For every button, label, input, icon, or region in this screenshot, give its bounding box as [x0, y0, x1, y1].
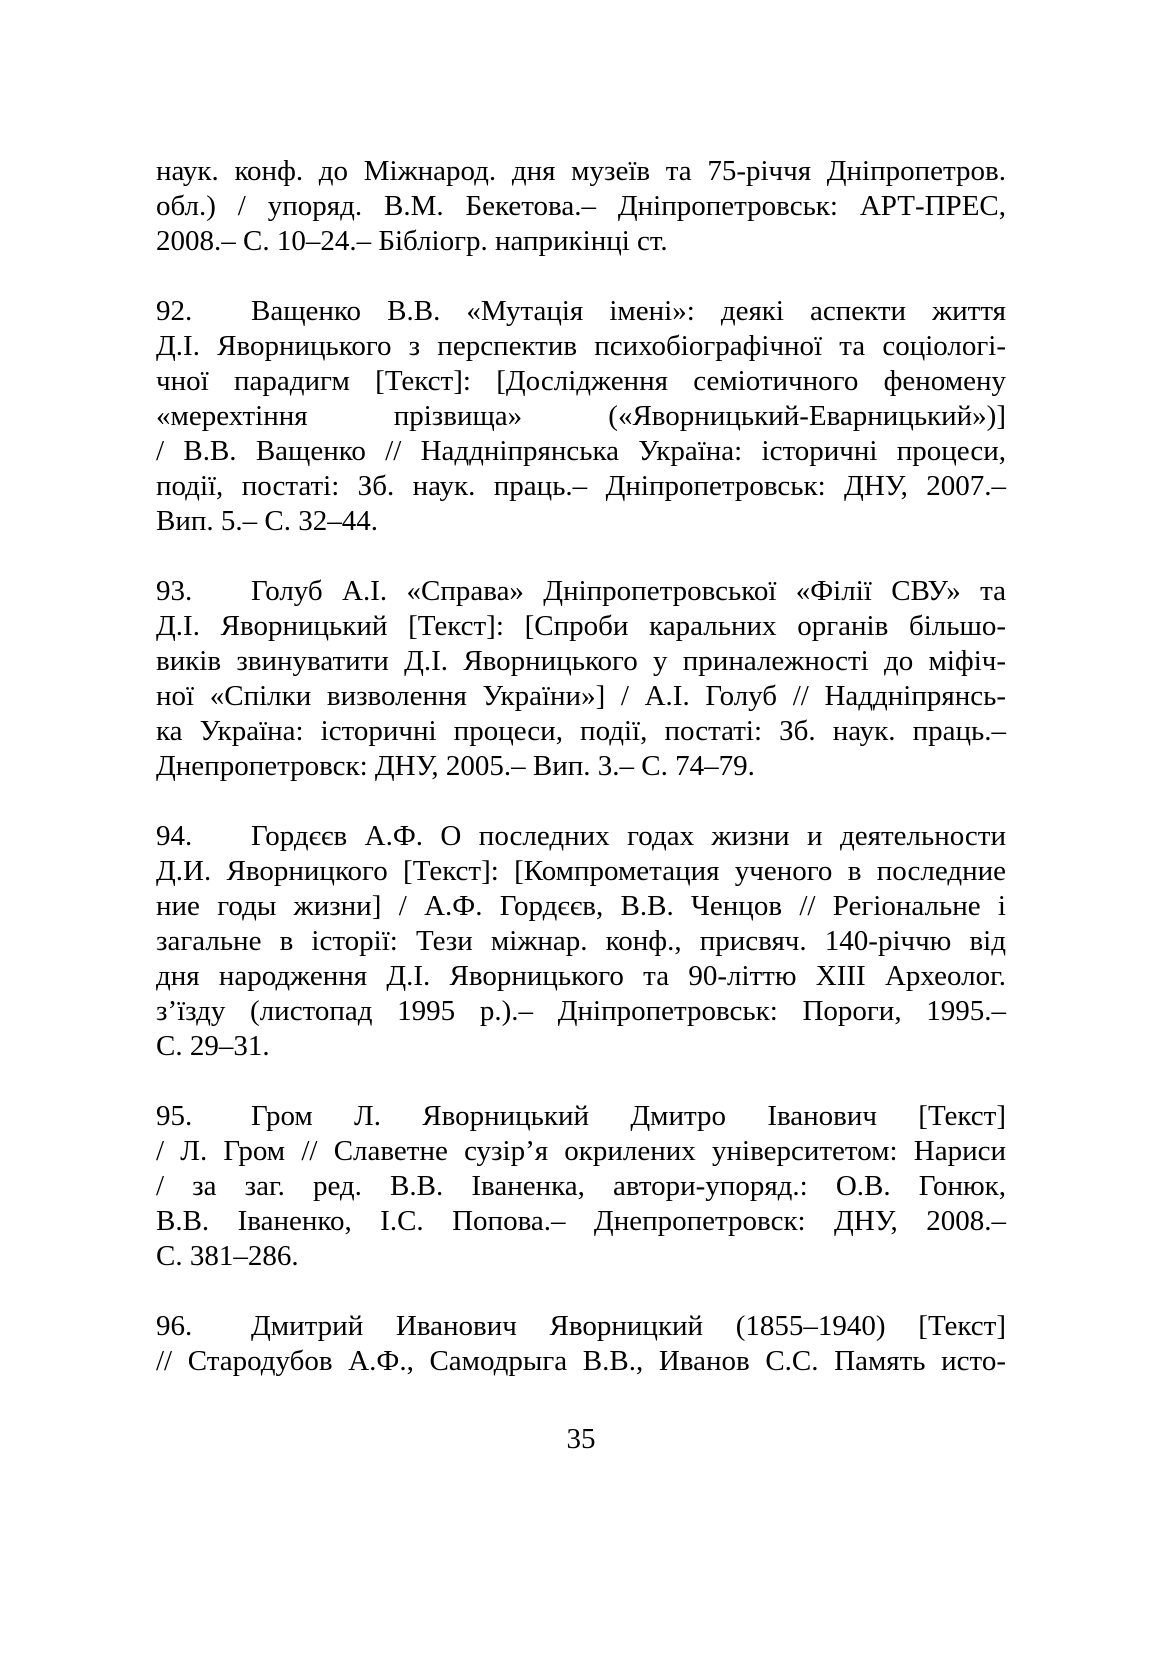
entry-gap: [156, 539, 1006, 574]
entry-text: Дмитрий Иванович Яворницкий (1855–1940) [Текст]: [251, 1310, 1006, 1342]
bibliography-body: [156, 154, 1006, 1379]
text-line: з’їзду (листопад 1995 р.).– Дніпропетровськ: Пороги, 1995.–: [156, 995, 1006, 1027]
entry-text: Голуб А.І. «Справа» Дніпропетровської «Філії СВУ» та: [251, 575, 1006, 607]
entry-number: 92.: [156, 295, 193, 327]
text-line: Вип. 5.– С. 32–44.: [156, 505, 378, 537]
entry-number: 94.: [156, 820, 193, 852]
entry-first-line: [156, 1099, 1006, 1134]
bibliography-entry-93: [156, 574, 1006, 784]
text-line: виків звинуватити Д.І. Яворницького у приналежності до міфіч-: [156, 645, 1006, 677]
text-line: «мерехтіння прізвища» («Яворницький-Еварницький»)]: [156, 400, 1006, 432]
text-line: чної парадигм [Текст]: [Дослідження семіотичного феномену: [156, 365, 1006, 397]
entry-text: Ващенко В.В. «Мутація імені»: деякі аспекти життя: [251, 295, 1006, 327]
text-line: 2008.– С. 10–24.– Бібліогр. наприкінці ст.: [156, 225, 668, 257]
text-line: / В.В. Ващенко // Наддніпрянська Україна: історичні процеси,: [156, 435, 1006, 467]
entry-number: 96.: [156, 1310, 193, 1342]
entry-gap: [156, 1064, 1006, 1099]
entry-first-line: [156, 574, 1006, 609]
text-line: обл.) / упоряд. В.М. Бекетова.– Дніпропетровськ: АРТ-ПРЕС,: [156, 190, 1006, 222]
bibliography-entry-96: [156, 1309, 1006, 1379]
bibliography-entry-95: [156, 1099, 1006, 1274]
text-line: В.В. Іваненко, І.С. Попова.– Днепропетровск: ДНУ, 2008.–: [156, 1205, 1006, 1237]
entry-text: Гром Л. Яворницький Дмитро Іванович [Текст]: [251, 1100, 1006, 1132]
bibliography-entry-92: [156, 294, 1006, 539]
entry-number: 95.: [156, 1100, 193, 1132]
text-line: ка Україна: історичні процеси, події, постаті: Зб. наук. праць.–: [156, 715, 1006, 747]
text-line: С. 381–286.: [156, 1240, 299, 1272]
bibliography-entry-94: [156, 819, 1006, 1064]
entry-first-line: [156, 1309, 1006, 1344]
text-line: Д.И. Яворницкого [Текст]: [Компрометация ученого в последние: [156, 855, 1006, 887]
text-line: / Л. Гром // Славетне сузір’я окрилених університетом: Нариси: [156, 1135, 1006, 1167]
entry-gap: [156, 784, 1006, 819]
entry-gap: [156, 1274, 1006, 1309]
entry-first-line: [156, 294, 1006, 329]
text-line: ної «Спілки визволення України»] / А.І. Голуб // Наддніпрянсь-: [156, 680, 1006, 712]
text-line: Д.І. Яворницького з перспектив психобіографічної та соціологі-: [156, 330, 1006, 362]
text-line: наук. конф. до Міжнарод. дня музеїв та 75-річчя Дніпропетров.: [156, 155, 1006, 187]
entry-first-line: [156, 819, 1006, 854]
page-number: 35: [566, 1423, 596, 1455]
entry-number: 93.: [156, 575, 193, 607]
text-line: // Стародубов А.Ф., Самодрыга В.В., Иванов С.С. Память исто-: [156, 1345, 1006, 1377]
text-line: Днепропетровск: ДНУ, 2005.– Вип. 3.– С. 74–79.: [156, 750, 755, 782]
text-line: дня народження Д.І. Яворницького та 90-літтю ХІІІ Археолог.: [156, 960, 1006, 992]
text-line: ние годы жизни] / А.Ф. Гордєєв, В.В. Ченцов // Регіональне і: [156, 890, 1006, 922]
text-line: / за заг. ред. В.В. Іваненка, автори-упоряд.: О.В. Гонюк,: [156, 1170, 1006, 1202]
text-line: події, постаті: Зб. наук. праць.– Дніпропетровськ: ДНУ, 2007.–: [156, 470, 1006, 502]
text-line: загальне в історії: Тези міжнар. конф., присвяч. 140-річчю від: [156, 925, 1006, 957]
entry-gap: [156, 259, 1006, 294]
text-line: С. 29–31.: [156, 1030, 270, 1062]
continuation-entry: [156, 154, 1006, 259]
text-line: Д.І. Яворницький [Текст]: [Спроби каральних органів більшо-: [156, 610, 1006, 642]
entry-text: Гордєєв А.Ф. О последних годах жизни и деятельности: [251, 820, 1006, 852]
